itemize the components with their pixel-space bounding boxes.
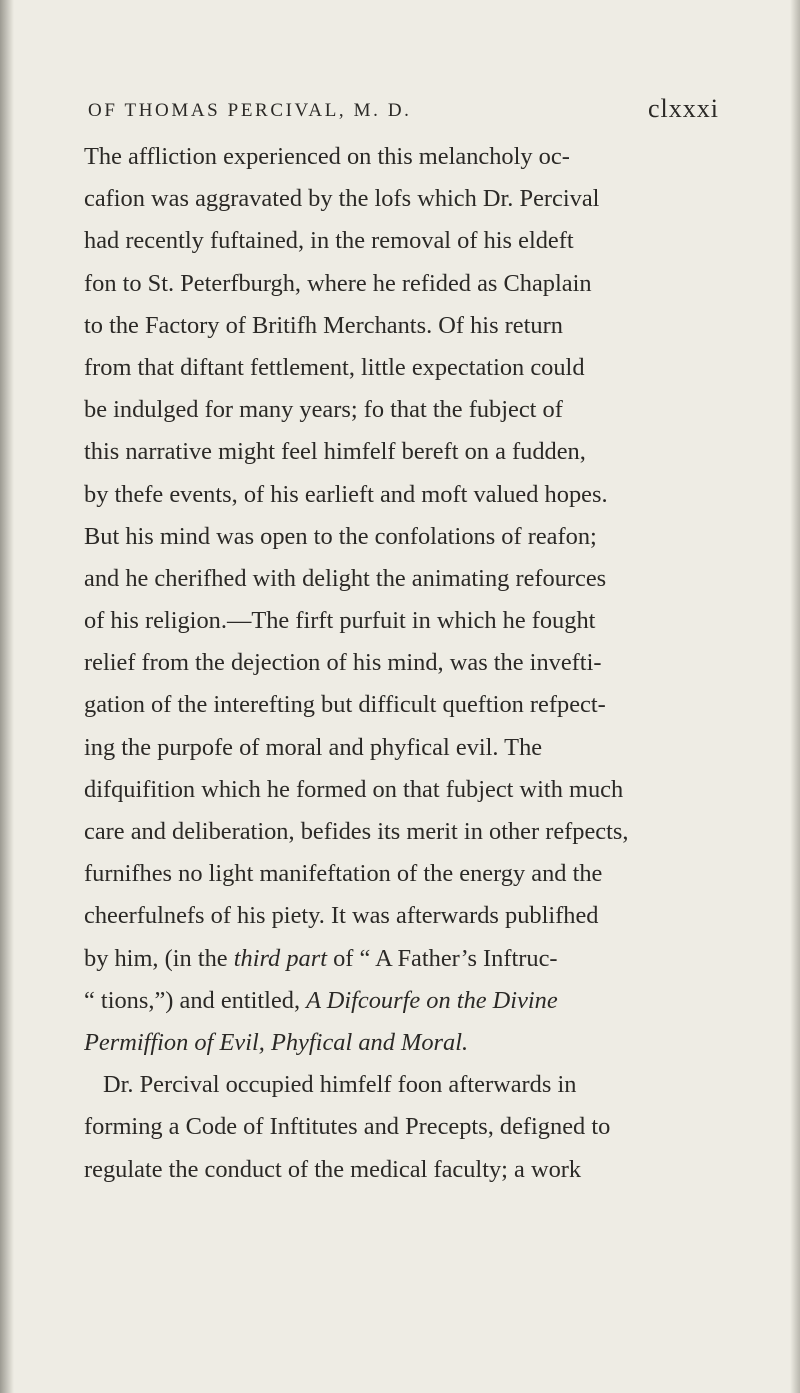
text-line [84, 516, 780, 558]
text-segment: by thefe events, of his earlieft and moft valued hopes. [84, 480, 608, 508]
text-line [84, 263, 780, 305]
text-line [84, 1022, 780, 1064]
text-segment: Dr. Percival occupied himfelf foon afterwards in [103, 1071, 577, 1099]
text-line [84, 558, 780, 600]
text-segment: to the Factory of Britifh Merchants. Of his return [84, 311, 563, 339]
text-segment: difquifition which he formed on that fubject with much [84, 775, 624, 803]
text-segment: relief from the dejection of his mind, was the invefti- [84, 649, 602, 677]
text-line [84, 895, 780, 937]
text-line [84, 1106, 780, 1148]
text-segment: ing the purpofe of moral and phyfical evil. The [84, 733, 543, 761]
text-segment: The affliction experienced on this melancholy oc- [84, 143, 570, 170]
page-header [88, 94, 768, 140]
text-segment: this narrative might feel himfelf bereft on a fudden, [84, 438, 586, 466]
text-line [84, 938, 780, 980]
text-segment: had recently fuftained, in the removal of his eldeft [84, 227, 574, 255]
page-edge-left [0, 0, 14, 1393]
text-line [84, 474, 780, 516]
text-segment: and he cherifhed with delight the animating refources [84, 564, 607, 592]
text-segment: care and deliberation, befides its merit in other refpects, [84, 818, 629, 845]
text-line [84, 769, 780, 811]
text-segment: fon to St. Peterfburgh, where he refided as Chaplain [84, 269, 592, 297]
text-line [84, 178, 780, 220]
italic-text: Permiffion of Evil, Phyfical and Moral. [84, 1028, 469, 1056]
text-segment: gation of the interefting but difficult queftion refpect- [84, 691, 606, 719]
text-segment: be indulged for many years; fo that the fubject of [84, 396, 563, 424]
running-head: OF THOMAS PERCIVAL, M. D. [88, 100, 412, 121]
text-line [84, 431, 780, 473]
text-line [84, 1149, 780, 1191]
text-line [84, 305, 780, 347]
text-line [84, 600, 780, 642]
text-line [84, 1064, 780, 1106]
text-segment: of “ A Father’s Inftruc- [327, 944, 558, 972]
text-segment: cafion was aggravated by the lofs which Dr. Percival [84, 185, 600, 213]
text-line [84, 684, 780, 726]
italic-text: A Difcourfe on the Divine [306, 986, 558, 1014]
text-line [84, 347, 780, 389]
text-segment: by him, (in the [84, 944, 234, 972]
text-line [84, 727, 780, 769]
text-line [84, 389, 780, 431]
text-segment: forming a Code of Inftitutes and Precepts, defigned to [84, 1113, 611, 1141]
text-segment: cheerfulnefs of his piety. It was afterwards publifhed [84, 902, 599, 930]
text-segment: regulate the conduct of the medical faculty; a work [84, 1155, 582, 1183]
text-segment: But his mind was open to the confolations of reafon; [84, 522, 597, 550]
page-number: clxxxi [648, 94, 719, 123]
italic-text: third part [233, 944, 328, 972]
page-edge-right [790, 0, 800, 1393]
text-line [84, 980, 780, 1022]
text-line [84, 811, 780, 853]
text-segment: of his religion.—The firft purfuit in which he fought [84, 607, 596, 635]
text-segment: furnifhes no light manifeftation of the energy and the [84, 860, 603, 888]
text-line [84, 642, 780, 684]
text-line [84, 220, 780, 262]
text-line [84, 136, 780, 178]
body-text [84, 136, 780, 1191]
text-segment: from that diftant fettlement, little expectation could [84, 353, 585, 381]
text-segment: “ tions,”) and entitled, [84, 986, 307, 1014]
text-line [84, 853, 780, 895]
